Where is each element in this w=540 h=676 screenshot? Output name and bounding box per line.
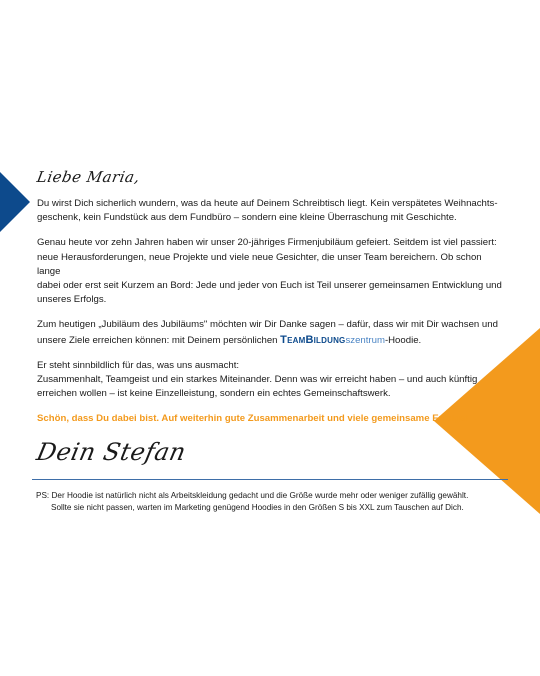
text-line-brand bbox=[37, 333, 505, 348]
closing-line: Schön, dass Du dabei bist. Auf weiterhin gute Zusammenarbeit und viele gemeinsame Erfolge! bbox=[37, 413, 469, 425]
text-line: erreichen wollen – ist keine Einzelleistung, sondern ein echtes Gemeinschaftswerk. bbox=[37, 388, 391, 400]
paragraph-intro bbox=[37, 197, 505, 225]
paragraph-meaning bbox=[37, 359, 505, 402]
text-line: Er steht sinnbildlich für das, was uns ausmacht: bbox=[37, 359, 240, 371]
brand-name-team: TeamBildung bbox=[280, 333, 346, 346]
divider-line bbox=[32, 479, 508, 480]
paragraph-thanks bbox=[37, 318, 505, 347]
text-line: Zusammenhalt, Teamgeist und ein starkes Miteinander. Denn was wir erreicht haben – und auch künftig bbox=[37, 374, 478, 386]
text-line: geschenk, kein Fundstück aus dem Fundbüro – sondern eine kleine Überraschung mit Geschichte. bbox=[37, 212, 457, 224]
paragraph-anniversary bbox=[37, 236, 505, 307]
text-line: dabei oder erst seit Kurzem an Bord: Jede und jeder von Euch ist Teil unserer gemeinsamen Entwicklung und bbox=[37, 280, 502, 292]
ps-line: Sollte sie nicht passen, warten im Marketing genügend Hoodies in den Größen S bis XXL zum Tauschen auf Dich. bbox=[51, 503, 464, 512]
text-fragment: unsere Ziele erreichen können: mit Deinem persönlichen bbox=[37, 334, 281, 346]
ps-line: PS: Der Hoodie ist natürlich nicht als Arbeitskleidung gedacht und die Größe wurde mehr oder weniger zufällig gewählt. bbox=[36, 491, 469, 500]
text-line: Genau heute vor zehn Jahren haben wir unser 20-jähriges Firmenjubiläum gefeiert. Seitdem ist viel passiert: bbox=[37, 237, 497, 249]
text-line: neue Herausforderungen, neue Projekte und viele neue Gesichter, die unser Team bereichern. Ob schon lange bbox=[37, 251, 482, 277]
text-line: unseres Erfolgs. bbox=[37, 294, 107, 306]
blue-triangle-decoration bbox=[0, 172, 30, 232]
letter-body bbox=[34, 166, 505, 466]
text-line: Du wirst Dich sicherlich wundern, was da heute auf Deinem Schreibtisch liegt. Kein verspätetes Weihnachts- bbox=[37, 198, 498, 209]
signature: Dein Stefan bbox=[34, 437, 189, 466]
greeting: Liebe Maria, bbox=[35, 168, 142, 186]
text-line: Zum heutigen „Jubiläum des Jubiläums" möchten wir Dir Danke sagen – dafür, dass wir mit Dir wachsen und bbox=[37, 319, 498, 331]
text-fragment: -Hoodie. bbox=[384, 334, 422, 346]
brand-name-center: szentrum bbox=[345, 334, 385, 346]
postscript bbox=[36, 490, 506, 514]
